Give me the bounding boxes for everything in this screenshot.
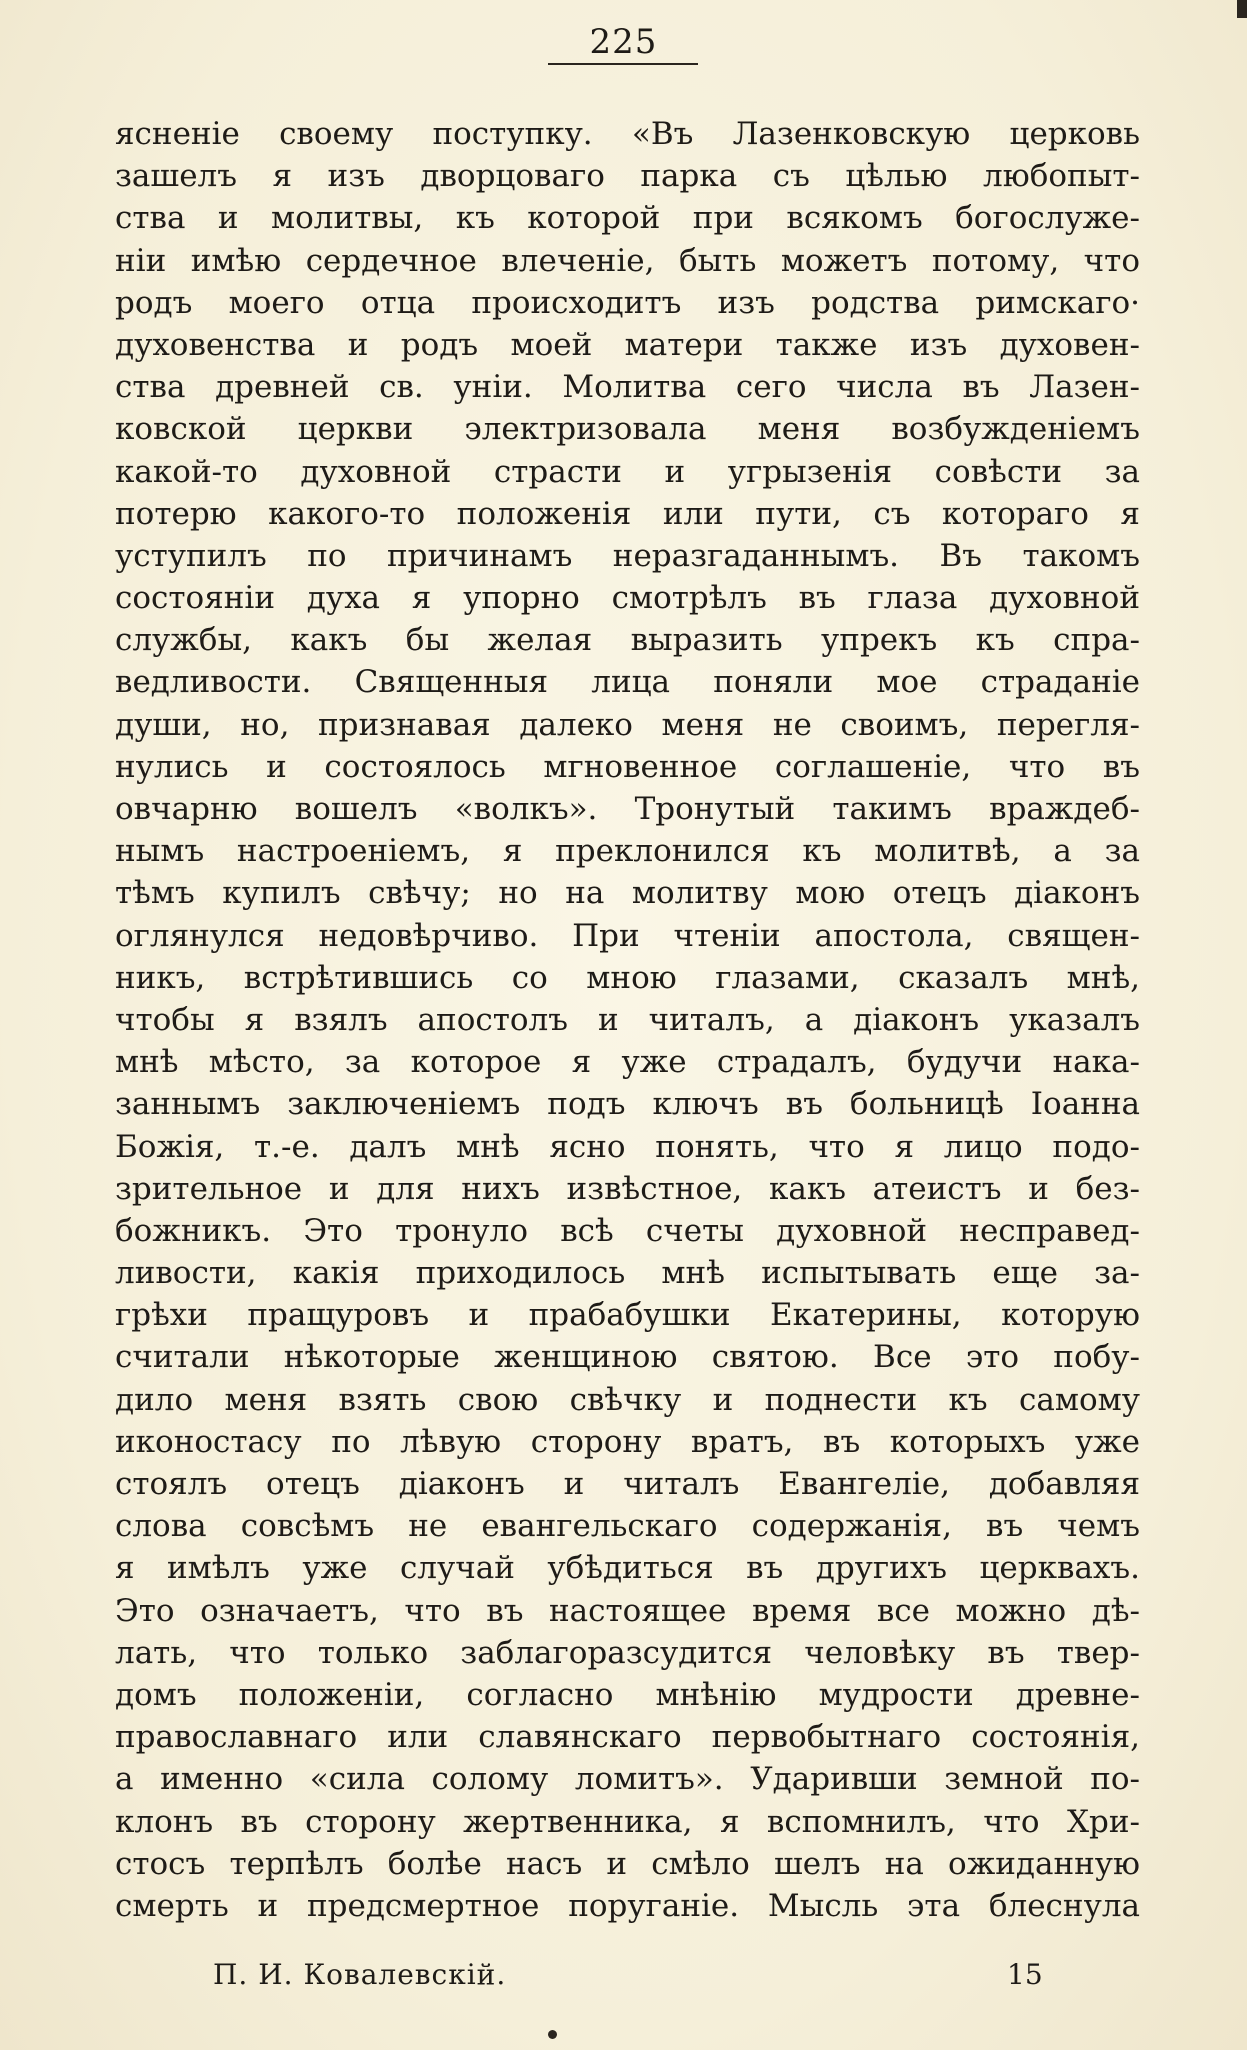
text-line: стосъ терпѣлъ болѣе насъ и смѣло шелъ на ожиданную (115, 1845, 1140, 1882)
text-line: иконостасу по лѣвую сторону вратъ, въ которыхъ уже (115, 1423, 1140, 1460)
text-line: овчарню вошелъ «волкъ». Тронутый такимъ враждеб- (115, 791, 1140, 827)
text-line: клонъ въ сторону жертвенника, я вспомнилъ, что Хри- (115, 1803, 1140, 1840)
text-line: а именно «сила солому ломитъ». Ударивши земной по- (115, 1761, 1140, 1798)
signature-mark: 15 (1007, 1958, 1043, 1991)
text-line: какой-то духовной страсти и угрызенія совѣсти за (115, 453, 1140, 490)
text-line: чтобы я взялъ апостолъ и читалъ, а діаконъ указалъ (115, 1001, 1140, 1038)
text-line: ливости, какія приходилось мнѣ испытывать еще за- (115, 1255, 1140, 1292)
page-number-rule (548, 63, 698, 65)
text-line: зашелъ я изъ дворцоваго парка съ цѣлью любопыт- (115, 158, 1140, 195)
text-line: грѣхи пращуровъ и прабабушки Екатерины, которую (115, 1297, 1140, 1334)
text-line: Это означаетъ, что въ настоящее время все можно дѣ- (115, 1592, 1140, 1629)
text-line: дило меня взять свою свѣчку и поднести къ самому (115, 1381, 1140, 1418)
text-line: нымъ настроеніемъ, я преклонился къ молитвѣ, а за (115, 833, 1140, 870)
text-line: тѣмъ купилъ свѣчу; но на молитву мою отецъ діаконъ (115, 875, 1140, 912)
text-line: зрительное и для нихъ извѣстное, какъ атеистъ и без- (115, 1170, 1140, 1207)
text-line: православнаго или славянскаго первобытнаго состоянія, (115, 1719, 1140, 1756)
text-line: ведливости. Священныя лица поняли мое страданіе (115, 664, 1140, 701)
page-number: 225 (589, 22, 658, 62)
ink-speck (548, 2030, 557, 2039)
text-line: Божія, т.-е. далъ мнѣ ясно понять, что я лицо подо- (115, 1128, 1140, 1165)
text-line: смерть и предсмертное поруганіе. Мысль эта блеснула (115, 1887, 1140, 1924)
text-line: ства и молитвы, къ которой при всякомъ богослуже- (115, 200, 1140, 237)
text-line: ства древней св. уніи. Молитва сего числа въ Лазен- (115, 369, 1140, 406)
text-line: божникъ. Это тронуло всѣ счеты духовной несправед- (115, 1212, 1140, 1249)
text-line: души, но, признавая далеко меня не своимъ, перегля- (115, 706, 1140, 743)
body-text (115, 113, 1140, 1927)
text-line: духовенства и родъ моей матери также изъ духовен- (115, 326, 1140, 363)
text-line: ніи имѣю сердечное влеченіе, быть можетъ потому, что (115, 242, 1140, 279)
text-line: ясненіе своему поступку. «Въ Лазенковскую церковь (115, 116, 1140, 152)
text-line: уступилъ по причинамъ неразгаданнымъ. Въ такомъ (115, 537, 1140, 574)
text-line: ковской церкви электризовала меня возбужденіемъ (115, 411, 1140, 448)
text-line: мнѣ мѣсто, за которое я уже страдалъ, будучи нака- (115, 1044, 1140, 1081)
text-line: считали нѣкоторые женщиною святою. Все это побу- (115, 1339, 1140, 1376)
page-footer (0, 1958, 1247, 1998)
text-line: состояніи духа я упорно смотрѣлъ въ глаза духовной (115, 580, 1140, 617)
text-line: никъ, встрѣтившись со мною глазами, сказалъ мнѣ, (115, 959, 1140, 996)
text-line: заннымъ заключеніемъ подъ ключъ въ больницѣ Іоанна (115, 1086, 1140, 1123)
text-line: родъ моего отца происходитъ изъ родства римскаго· (115, 284, 1140, 321)
text-line: нулись и состоялось мгновенное соглашеніе, что въ (115, 748, 1140, 785)
text-line: домъ положеніи, согласно мнѣнію мудрости древне- (115, 1676, 1140, 1713)
text-line: я имѣлъ уже случай убѣдиться въ другихъ церквахъ. (115, 1550, 1140, 1587)
scan-corner-mark (1237, 0, 1247, 18)
text-line: слова совсѣмъ не евангельскаго содержанія, въ чемъ (115, 1508, 1140, 1545)
text-line: службы, какъ бы желая выразить упрекъ къ спра- (115, 622, 1140, 659)
text-line: потерю какого-то положенія или пути, съ котораго я (115, 495, 1140, 532)
text-line: стоялъ отецъ діаконъ и читалъ Евангеліе, добавляя (115, 1466, 1140, 1502)
signature-line: П. И. Ковалевскій. (213, 1958, 507, 1991)
text-line: лать, что только заблагоразсудится человѣку въ твер- (115, 1634, 1140, 1671)
text-line: оглянулся недовѣрчиво. При чтеніи апостола, священ- (115, 917, 1140, 954)
